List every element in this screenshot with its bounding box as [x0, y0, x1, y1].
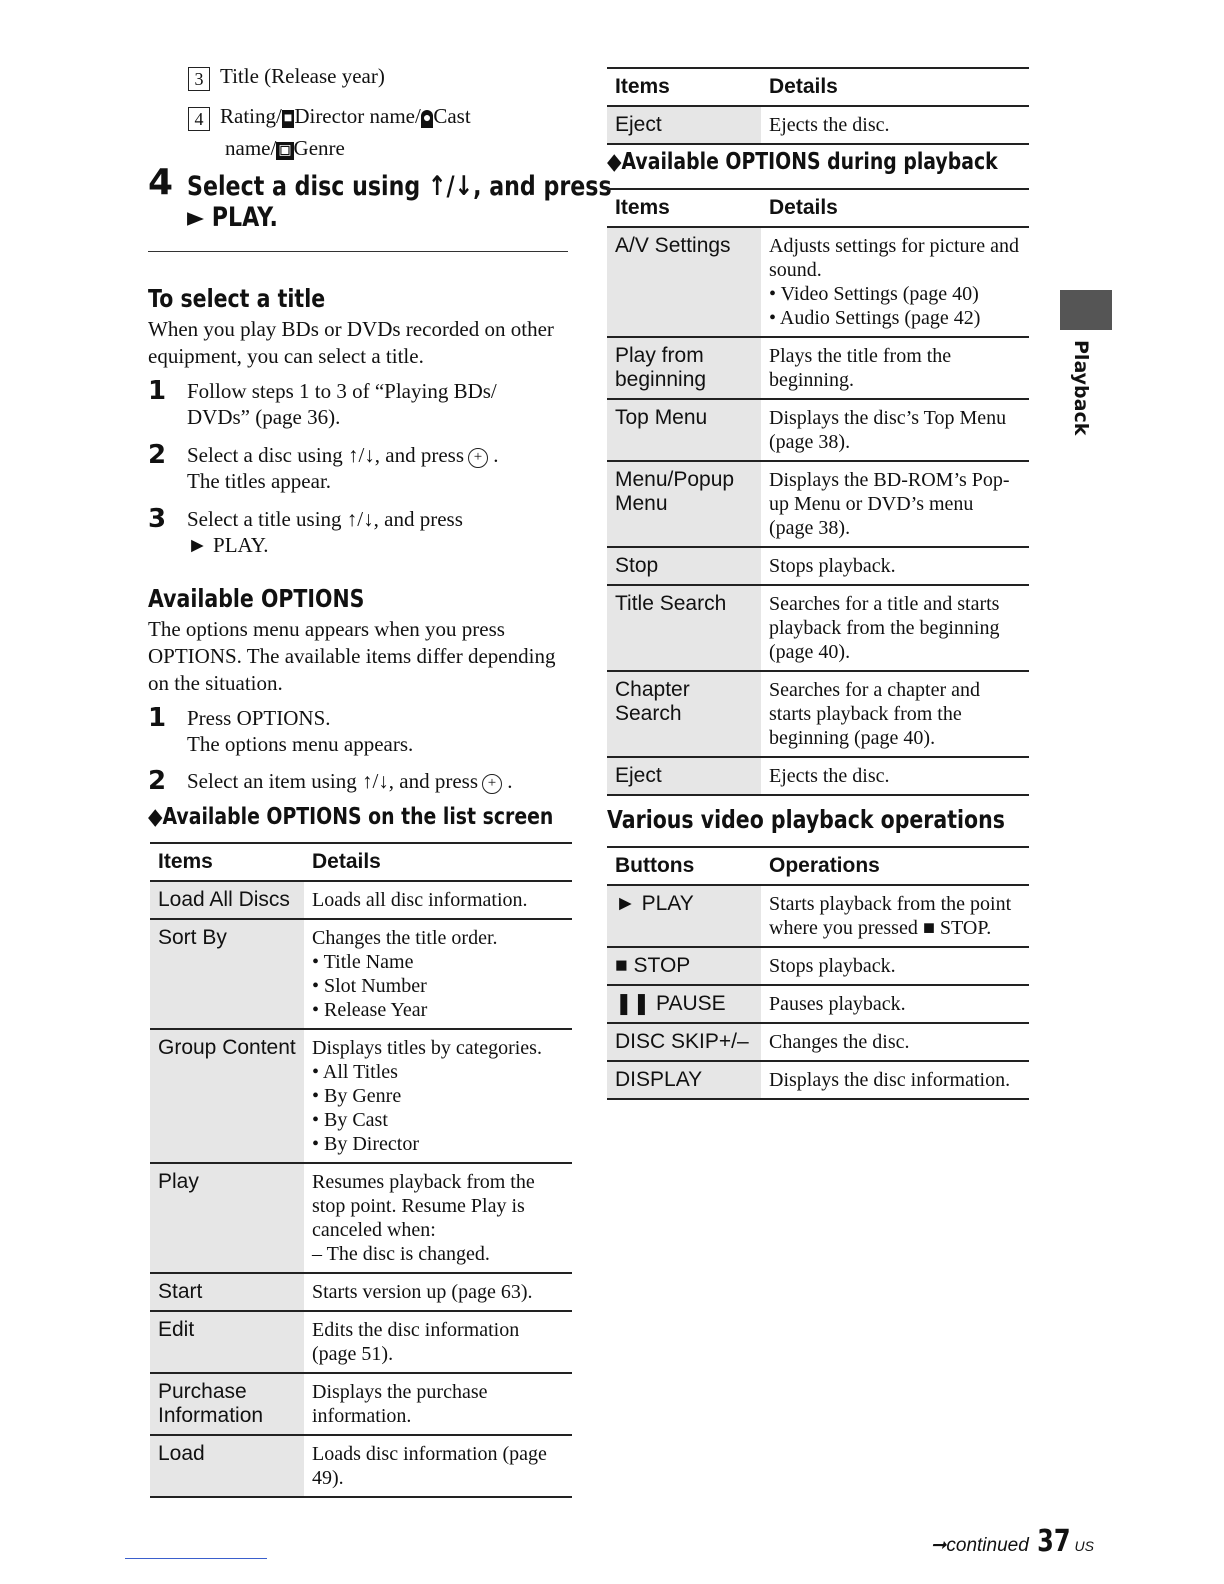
table-cell-details [304, 919, 572, 1029]
table-cell-item: Load All Discs [150, 881, 304, 919]
table-cell-item: Eject [607, 757, 761, 795]
table-cell-item: Top Menu [607, 399, 761, 461]
table-row [607, 227, 1029, 337]
table-cell-details [304, 1273, 572, 1311]
detail-line: • Audio Settings (page 42) [769, 307, 981, 329]
eject-table [607, 67, 1029, 145]
table-cell-details [761, 461, 1029, 547]
select-title-intro: When you play BDs or DVDs recorded on other equipment, you can select a title. [148, 317, 554, 368]
table-cell-details [761, 1061, 1029, 1099]
name-text: name/ [225, 136, 277, 160]
detail-line: Displays the BD-ROM’s Pop-up Menu or DVD’s menu (page 38). [769, 469, 1010, 539]
list-item-3 [188, 63, 588, 91]
step-text: Select a disc using ↑/↓, and press [187, 443, 465, 467]
table-cell-item: A/V Settings [607, 227, 761, 337]
options-intro: The options menu appears when you press OPTIONS. The available items differ depending on the situation. [148, 617, 556, 695]
detail-line: Displays the purchase information. [312, 1381, 488, 1427]
detail-line: Changes the disc. [769, 1031, 910, 1053]
table-cell-details [304, 1435, 572, 1497]
step-number: 4 [148, 162, 174, 203]
detail-line: Ejects the disc. [769, 765, 890, 787]
table-row [607, 671, 1029, 757]
table-cell-details [761, 671, 1029, 757]
detail-line: Searches for a chapter and starts playback from the beginning (page 40). [769, 679, 980, 749]
table-cell-item: Load [150, 1435, 304, 1497]
step-number: 1 [148, 703, 167, 733]
step-number: 1 [148, 376, 167, 406]
step-number: 2 [148, 440, 167, 470]
table-cell-details [761, 337, 1029, 399]
detail-line: Adjusts settings for picture and sound. [769, 235, 1019, 281]
select-title-step-1 [148, 378, 572, 430]
table-cell-item: Menu/Popup Menu [607, 461, 761, 547]
table-row [150, 1373, 572, 1435]
table-cell-details [304, 1311, 572, 1373]
table-row [607, 885, 1029, 947]
table-cell-item: Purchase Information [150, 1373, 304, 1435]
step-text: Select an item using ↑/↓, and press [187, 769, 479, 793]
step-number: 2 [148, 766, 167, 796]
table-cell-item: Group Content [150, 1029, 304, 1163]
table-cell-item: ► PLAY [607, 885, 761, 947]
options-step-1 [148, 705, 572, 757]
table-cell-item: ■ STOP [607, 947, 761, 985]
table-cell-item: Eject [607, 106, 761, 144]
detail-line: Stops playback. [769, 555, 896, 577]
page-number: 37 [1036, 1524, 1071, 1559]
during-playback-heading: ◆Available OPTIONS during playback [607, 149, 998, 175]
step-text: The options menu appears. [187, 732, 414, 756]
col-header-items: Items [150, 843, 304, 881]
table-cell-details [761, 399, 1029, 461]
box-number: 3 [188, 67, 210, 91]
detail-line: Ejects the disc. [769, 114, 890, 136]
detail-line: Changes the title order. [312, 927, 498, 949]
detail-line: Displays titles by categories. [312, 1037, 542, 1059]
footer-rule [125, 1558, 267, 1559]
detail-line: • All Titles [312, 1061, 398, 1083]
table-cell-details [761, 757, 1029, 795]
table-row [607, 461, 1029, 547]
step-4-line1: Select a disc using ↑/↓, and press [187, 171, 612, 202]
genre-icon: ▣ [278, 143, 292, 158]
col-header-details: Details [761, 68, 1029, 106]
table-row [607, 1023, 1029, 1061]
step-text: Follow steps 1 to 3 of “Playing BDs/ [187, 379, 497, 403]
continued-label: ➞continued [930, 1535, 1029, 1556]
detail-line: Loads disc information (page 49). [312, 1443, 547, 1489]
select-title-heading: To select a title [148, 284, 326, 313]
enter-icon: + [468, 448, 488, 468]
section-tab-marker [1060, 290, 1112, 330]
col-header-buttons: Buttons [607, 847, 761, 885]
table-row [607, 757, 1029, 795]
detail-line: – The disc is changed. [312, 1243, 490, 1265]
options-step-2: 2 Select an item using ↑/↓, and press + . [148, 766, 513, 796]
table-cell-details [761, 585, 1029, 671]
step-text: Press OPTIONS. [187, 706, 331, 730]
table-cell-details [304, 881, 572, 919]
enter-icon: + [482, 774, 502, 794]
table-cell-details [761, 547, 1029, 585]
step-number: 3 [148, 504, 167, 534]
step-text: The titles appear. [187, 469, 332, 493]
table-cell-item: Sort By [150, 919, 304, 1029]
detail-line: Searches for a title and starts playback from the beginning (page 40). [769, 593, 1000, 663]
table-row [607, 985, 1029, 1023]
list-item-4 [188, 103, 588, 161]
page-footer [930, 1524, 1094, 1559]
detail-line: • Title Name [312, 951, 414, 973]
options-heading: Available OPTIONS [148, 584, 365, 613]
col-header-items: Items [607, 189, 761, 227]
detail-line: • By Director [312, 1133, 419, 1155]
detail-line: Displays the disc information. [769, 1069, 1011, 1091]
detail-line: • Release Year [312, 999, 428, 1021]
table-cell-item: ❚❚ PAUSE [607, 985, 761, 1023]
detail-line: Loads all disc information. [312, 889, 528, 911]
step-text: DVDs” (page 36). [187, 405, 341, 429]
detail-line: Starts playback from the point where you pressed ■ STOP. [769, 893, 1012, 939]
table-cell-details [761, 885, 1029, 947]
detail-line: • Video Settings (page 40) [769, 283, 979, 305]
section-tab-label: Playback [1070, 340, 1092, 436]
table-row [607, 947, 1029, 985]
table-row [607, 106, 1029, 144]
detail-line: • By Cast [312, 1109, 388, 1131]
list-screen-table [150, 842, 572, 1498]
genre-text: Genre [293, 136, 345, 160]
detail-line: Edits the disc information (page 51). [312, 1319, 520, 1365]
table-cell-item: Edit [150, 1311, 304, 1373]
director-icon: ■ [283, 111, 293, 126]
cast-text: Cast [433, 104, 471, 128]
list-screen-heading: ◆Available OPTIONS on the list screen [148, 804, 554, 830]
detail-line: • By Genre [312, 1085, 402, 1107]
table-cell-item: Title Search [607, 585, 761, 671]
col-header-details: Details [761, 189, 1029, 227]
table-cell-item: Stop [607, 547, 761, 585]
cast-icon: ● [422, 111, 432, 126]
select-title-step-2: 2 Select a disc using ↑/↓, and press + . The titles appear. [148, 442, 572, 494]
table-cell-details [304, 1373, 572, 1435]
detail-line: Displays the disc’s Top Menu (page 38). [769, 407, 1007, 453]
table-cell-item: Chapter Search [607, 671, 761, 757]
step-text: ► PLAY. [187, 533, 269, 557]
director-text: Director name/ [294, 104, 421, 128]
table-cell-details [761, 227, 1029, 337]
detail-line: • Slot Number [312, 975, 427, 997]
table-cell-item: DISC SKIP+/– [607, 1023, 761, 1061]
col-header-details: Details [304, 843, 572, 881]
table-cell-item: Play [150, 1163, 304, 1273]
table-row [150, 1435, 572, 1497]
table-cell-details [304, 1029, 572, 1163]
table-cell-details [304, 1163, 572, 1273]
table-row [150, 1311, 572, 1373]
detail-line: Plays the title from the beginning. [769, 345, 952, 391]
step-4-line2: ► PLAY. [187, 202, 278, 233]
col-header-operations: Operations [761, 847, 1029, 885]
table-row [607, 547, 1029, 585]
step-text: Select a title using ↑/↓, and press [187, 507, 463, 531]
list-item-text: Title (Release year) [220, 64, 385, 88]
detail-line: Pauses playback. [769, 993, 906, 1015]
divider [148, 251, 568, 252]
table-row [150, 1273, 572, 1311]
table-row [607, 337, 1029, 399]
table-row [607, 1061, 1029, 1099]
table-cell-details [761, 1023, 1029, 1061]
table-cell-item: DISPLAY [607, 1061, 761, 1099]
table-row [150, 919, 572, 1029]
box-number: 4 [188, 107, 210, 131]
during-playback-table [607, 188, 1029, 796]
table-cell-details [761, 985, 1029, 1023]
table-cell-details [761, 947, 1029, 985]
detail-line: Stops playback. [769, 955, 896, 977]
table-cell-item: Start [150, 1273, 304, 1311]
table-cell-item: Play from beginning [607, 337, 761, 399]
video-ops-heading: Various video playback operations [607, 805, 1005, 834]
table-row [607, 585, 1029, 671]
detail-line: Starts version up (page 63). [312, 1281, 533, 1303]
select-title-step-3 [148, 506, 572, 558]
table-cell-details [761, 106, 1029, 144]
table-row [150, 881, 572, 919]
page-suffix: US [1074, 1538, 1094, 1554]
table-row [150, 1163, 572, 1273]
rating-text: Rating/ [220, 104, 282, 128]
table-row [150, 1029, 572, 1163]
col-header-items: Items [607, 68, 761, 106]
table-row [607, 399, 1029, 461]
detail-line: Resumes playback from the stop point. Resume Play is canceled when: [312, 1171, 535, 1241]
video-ops-table [607, 846, 1029, 1100]
